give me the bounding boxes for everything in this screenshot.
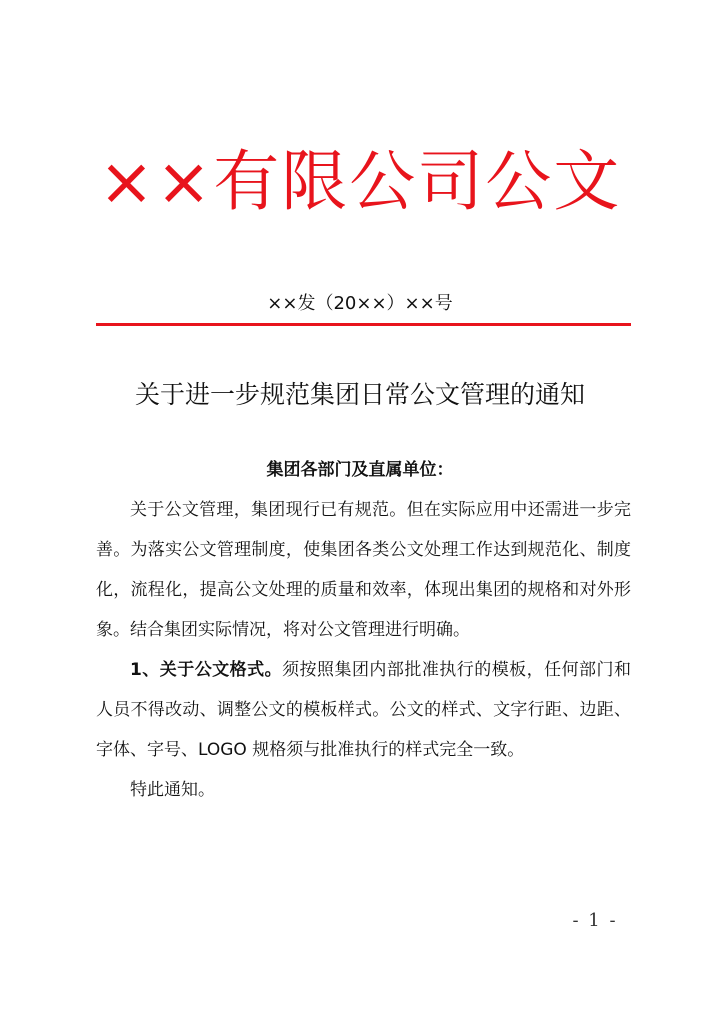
paragraph-text: 须按照集团内部批准执行的模板，任何部门和人员不得改动、调整公文的模板样式。公文的样式、文字行距、边距、字体、字号、LOGO 规格须与批准执行的样式完全一致。 [96, 660, 631, 760]
paragraph [96, 650, 631, 770]
red-divider-line [96, 323, 631, 326]
document-number: ××发（20××）××号 [267, 293, 453, 314]
page-number: - 1 - [572, 910, 618, 931]
paragraph [96, 490, 631, 650]
document-title: 关于进一步规范集团日常公文管理的通知 [134, 380, 585, 409]
closing-line [96, 770, 631, 810]
paragraph-text: 特此通知。 [130, 780, 215, 800]
company-header-title: ××有限公司公文 [98, 143, 622, 220]
section-heading: 1、关于公文格式。 [130, 660, 283, 680]
paragraph-text: 关于公文管理，集团现行已有规范。但在实际应用中还需进一步完善。为落实公文管理制度，使集团各类公文处理工作达到规范化、制度化，流程化，提高公文处理的质量和效率，体现出集团的规格和对外形象。结合集团实际情况，将对公文管理进行明确。 [96, 500, 631, 640]
salutation: 集团各部门及直属单位： [266, 460, 454, 480]
document-body [96, 490, 631, 810]
